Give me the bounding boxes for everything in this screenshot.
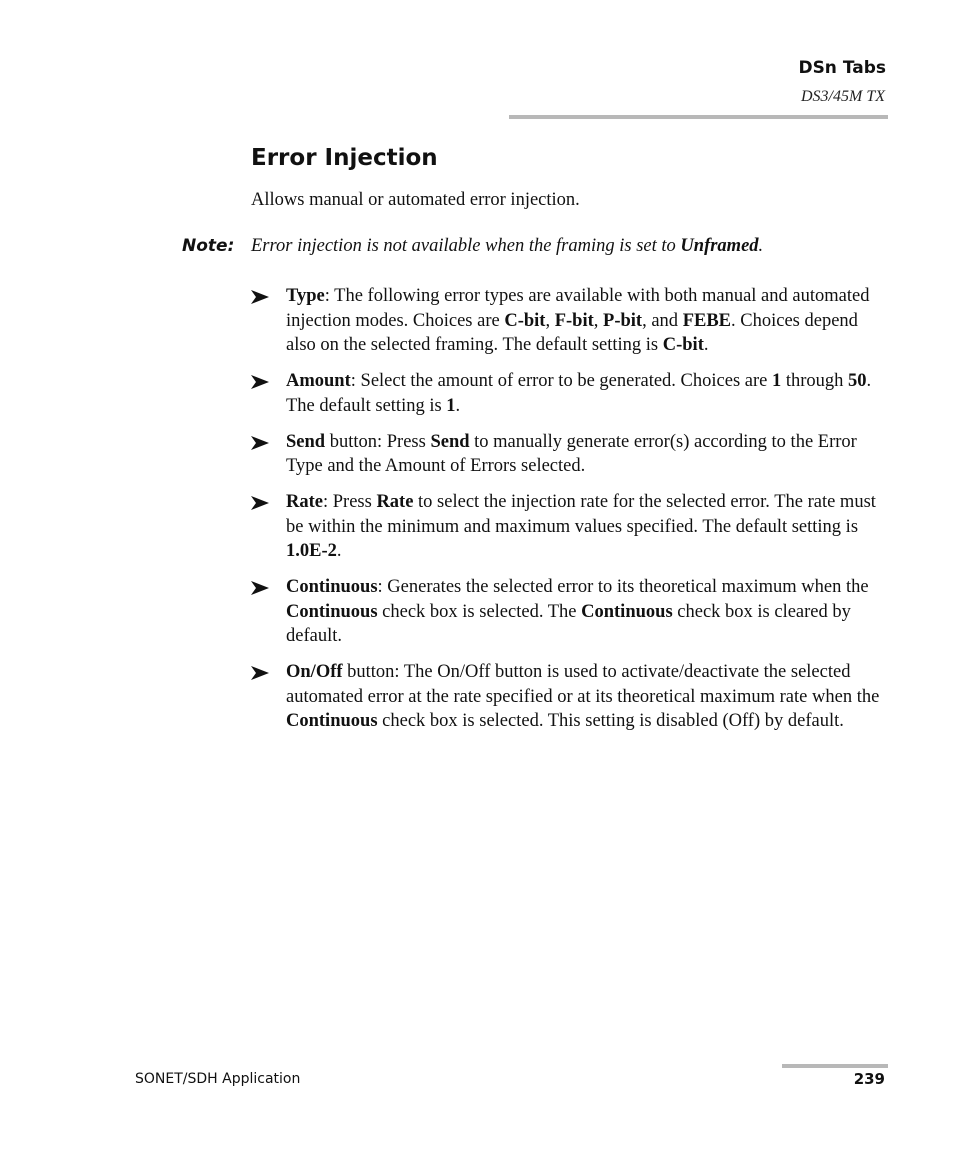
bullet-continuous: Continuous: Generates the selected error to its theoretical maximum when the Continuous check box is selected. The Continuous check box is cleared by default.	[251, 575, 891, 649]
running-header-subtitle: DS3/45M TX	[801, 88, 885, 105]
bullet-on-off: On/Off button: The On/Off button is used to activate/deactivate the selected automated error at the rate specified or at its theoretical maximum rate when the Continuous check box is selected. This setting is disabled (Off) by default.	[251, 660, 891, 734]
page-number: 239	[853, 1070, 885, 1088]
arrow-bullet-icon	[251, 436, 269, 450]
note-text: Error injection is not available when the framing is set to Unframed.	[251, 236, 764, 256]
footer-rule	[782, 1064, 888, 1068]
header-rule	[509, 115, 888, 119]
section-title: Error Injection	[251, 145, 438, 171]
arrow-bullet-icon	[251, 496, 269, 510]
running-header-title: DSn Tabs	[798, 58, 886, 78]
arrow-bullet-icon	[251, 581, 269, 595]
note-label: Note:	[182, 236, 235, 256]
intro-paragraph: Allows manual or automated error injection.	[251, 190, 580, 210]
arrow-bullet-icon	[251, 666, 269, 680]
footer-text: SONET/SDH Application	[135, 1071, 301, 1087]
bullet-list	[251, 284, 891, 745]
bullet-send: Send button: Press Send to manually generate error(s) according to the Error Type and the Amount of Errors selected.	[251, 430, 891, 479]
bullet-type: Type: The following error types are available with both manual and automated injection modes. Choices are C-bit, F-bit, P-bit, and FEBE. Choices depend also on the selected framing. The default setting is C-bit.	[251, 284, 891, 358]
arrow-bullet-icon	[251, 375, 269, 389]
arrow-bullet-icon	[251, 290, 269, 304]
bullet-amount: Amount: Select the amount of error to be generated. Choices are 1 through 50. The default setting is 1.	[251, 369, 891, 418]
bullet-rate: Rate: Press Rate to select the injection rate for the selected error. The rate must be within the minimum and maximum values specified. The default setting is 1.0E-2.	[251, 490, 891, 564]
